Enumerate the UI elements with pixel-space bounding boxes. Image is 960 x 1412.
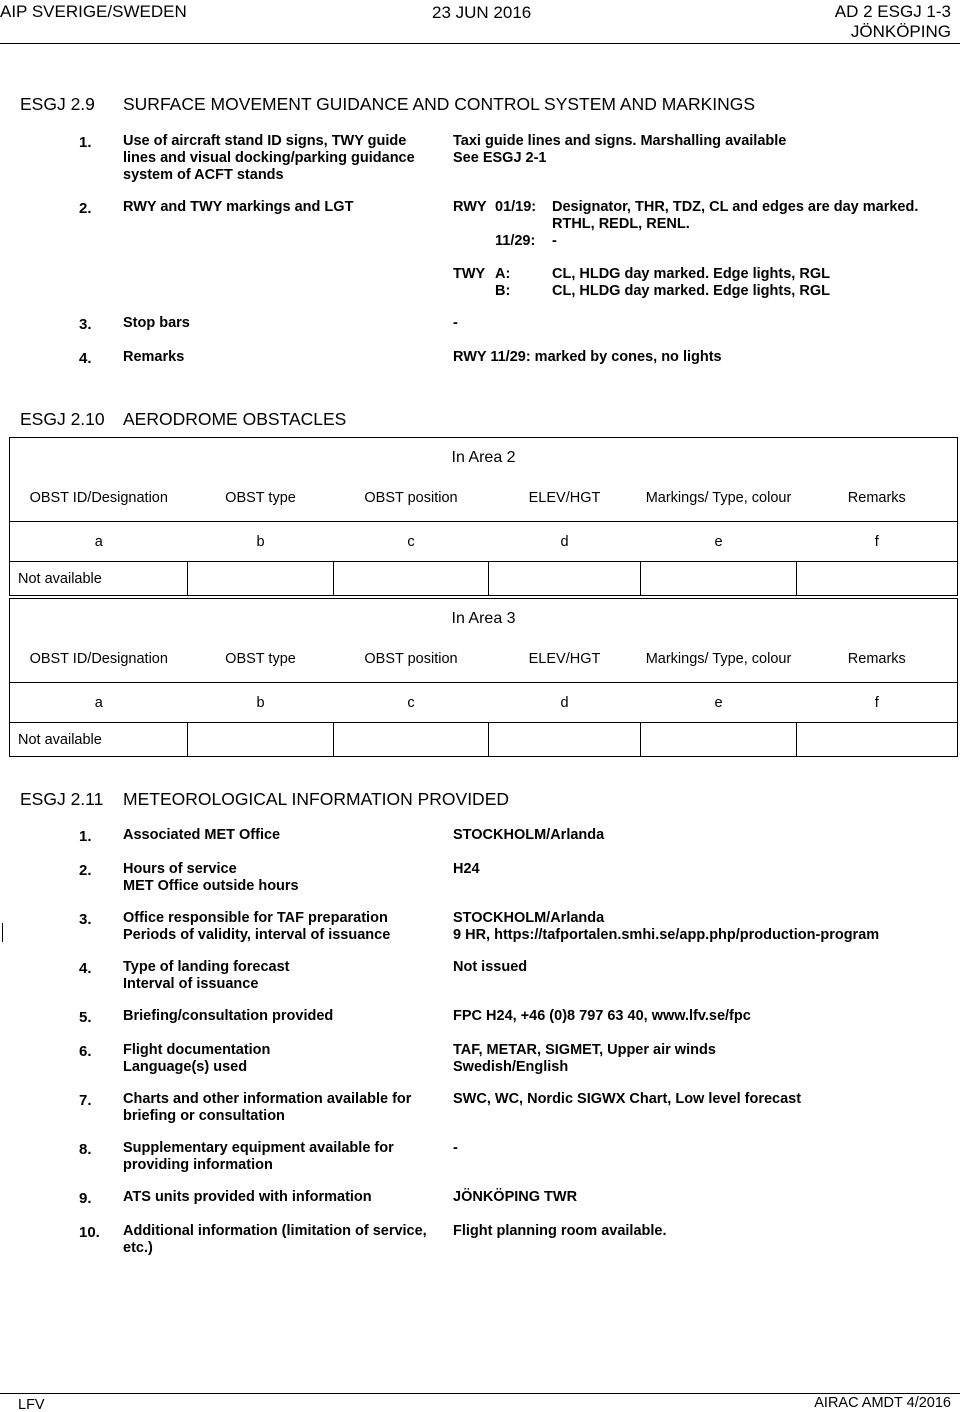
section-2-10-title: AERODROME OBSTACLES [123, 409, 347, 429]
table-cell [489, 723, 641, 757]
aerodrome-name: JÖNKÖPING [850, 22, 951, 41]
item-number: 10. [79, 1224, 100, 1241]
item-label: Hours of service [123, 861, 237, 877]
obstacles-area-2-table [9, 437, 958, 596]
item-label: Stop bars [123, 315, 190, 331]
table-cell [188, 562, 334, 596]
item-value: TAF, METAR, SIGMET, Upper air winds [453, 1042, 716, 1058]
item-value: STOCKHOLM/Arlanda [453, 827, 605, 843]
column-letter: b [188, 522, 334, 562]
item-label: ATS units provided with information [123, 1189, 372, 1205]
change-bar [2, 923, 3, 942]
item-number: 7. [79, 1092, 92, 1109]
twy-label: TWY [453, 266, 486, 282]
item-number: 5. [79, 1009, 92, 1026]
column-letter: f [797, 683, 958, 723]
item-label: Language(s) used [123, 1059, 248, 1075]
item-value: Flight planning room available. [453, 1223, 667, 1239]
item-label: lines and visual docking/parking guidance [123, 150, 415, 166]
column-letter: c [334, 683, 489, 723]
item-label: MET Office outside hours [123, 878, 299, 894]
footer-divider [0, 1393, 960, 1394]
item-number: 1. [79, 828, 92, 845]
column-letter: f [797, 522, 958, 562]
item-value: STOCKHOLM/Arlanda [453, 910, 605, 926]
publication-date: 23 JUN 2016 [432, 3, 532, 22]
rwy-label: RWY [453, 199, 487, 215]
item-number: 2. [79, 200, 92, 217]
item-label: Office responsible for TAF preparation [123, 910, 388, 926]
item-label: Additional information (limitation of service, [123, 1223, 427, 1239]
table-cell [489, 562, 641, 596]
column-header: Remarks [797, 639, 958, 683]
item-label: Supplementary equipment available for [123, 1140, 394, 1156]
column-header: OBST type [225, 489, 296, 506]
table-cell [188, 723, 334, 757]
footer-publisher: LFV [18, 1397, 45, 1412]
twy-marking: CL, HLDG day marked. Edge lights, RGL [552, 266, 830, 282]
column-letter: d [489, 683, 641, 723]
item-number: 1. [79, 134, 92, 151]
column-header: ELEV/HGT [528, 650, 601, 667]
column-header: Remarks [797, 478, 958, 522]
item-value: H24 [453, 861, 480, 877]
item-value: SWC, WC, Nordic SIGWX Chart, Low level forecast [453, 1091, 802, 1107]
item-label: Charts and other information available for [123, 1091, 412, 1107]
item-label: Interval of issuance [123, 976, 259, 992]
footer-amendment: AIRAC AMDT 4/2016 [814, 1395, 951, 1411]
column-letter: e [641, 522, 797, 562]
item-label: Type of landing forecast [123, 959, 290, 975]
rwy-designator: 01/19: [495, 199, 537, 215]
header-divider [0, 43, 960, 44]
item-number: 3. [79, 316, 92, 333]
area-title: In Area 3 [10, 599, 958, 639]
item-number: 9. [79, 1190, 92, 1207]
item-value: Swedish/English [453, 1059, 569, 1075]
area-title: In Area 2 [10, 438, 958, 478]
table-cell [641, 723, 797, 757]
table-cell [797, 723, 958, 757]
rwy-marking: RTHL, REDL, RENL. [552, 216, 690, 232]
item-value: RWY 11/29: marked by cones, no lights [453, 349, 722, 365]
rwy-designator: 11/29: [495, 233, 536, 249]
item-value: 9 HR, https://tafportalen.smhi.se/app.php/production-program [453, 927, 880, 943]
item-label: Remarks [123, 349, 185, 365]
table-cell [334, 723, 489, 757]
item-label: Associated MET Office [123, 827, 281, 843]
twy-designator: B: [495, 283, 511, 299]
column-letter: b [188, 683, 334, 723]
section-2-10-code: ESGJ 2.10 [20, 409, 105, 429]
column-header: Markings/ Type, colour [645, 489, 792, 506]
column-header: OBST type [225, 650, 296, 667]
twy-designator: A: [495, 266, 511, 282]
item-value: Taxi guide lines and signs. Marshalling available [453, 133, 787, 149]
column-header: OBST position [364, 650, 458, 667]
item-label: RWY and TWY markings and LGT [123, 199, 354, 215]
column-header: Markings/ Type, colour [645, 650, 792, 667]
item-value: Not issued [453, 959, 528, 975]
item-label: Flight documentation [123, 1042, 271, 1058]
item-value: FPC H24, +46 (0)8 797 63 40, www.lfv.se/fpc [453, 1008, 751, 1024]
table-cell [334, 562, 489, 596]
page-code: AD 2 ESGJ 1-3 [834, 2, 951, 21]
item-value: - [453, 315, 458, 331]
publication-title: AIP SVERIGE/SWEDEN [0, 2, 187, 21]
table-cell [641, 562, 797, 596]
item-label: Briefing/consultation provided [123, 1008, 334, 1024]
column-letter: e [641, 683, 797, 723]
item-value: JÖNKÖPING TWR [453, 1189, 578, 1205]
item-value: - [453, 1140, 458, 1156]
column-letter: d [489, 522, 641, 562]
item-label: Use of aircraft stand ID signs, TWY guide [123, 133, 407, 149]
rwy-marking: - [552, 233, 557, 249]
section-2-9-title: SURFACE MOVEMENT GUIDANCE AND CONTROL SYSTEM AND MARKINGS [123, 94, 756, 114]
section-2-11-code: ESGJ 2.11 [20, 789, 104, 809]
item-number: 8. [79, 1141, 92, 1158]
item-label: etc.) [123, 1240, 153, 1256]
item-label: providing information [123, 1157, 273, 1173]
item-value: See ESGJ 2-1 [453, 150, 547, 166]
table-cell [797, 562, 958, 596]
column-letter: a [10, 522, 188, 562]
item-number: 4. [79, 960, 92, 977]
item-number: 4. [79, 350, 92, 367]
item-label: briefing or consultation [123, 1108, 285, 1124]
table-cell: Not available [10, 562, 188, 596]
item-label: Periods of validity, interval of issuance [123, 927, 391, 943]
section-2-9-code: ESGJ 2.9 [20, 94, 95, 114]
column-header: OBST ID/Designation [10, 478, 188, 522]
item-label: system of ACFT stands [123, 167, 284, 183]
column-letter: c [334, 522, 489, 562]
column-letter: a [10, 683, 188, 723]
item-number: 2. [79, 862, 92, 879]
section-2-11-title: METEOROLOGICAL INFORMATION PROVIDED [123, 789, 510, 809]
item-number: 3. [79, 911, 92, 928]
column-header: ELEV/HGT [528, 489, 601, 506]
table-cell: Not available [10, 723, 188, 757]
twy-marking: CL, HLDG day marked. Edge lights, RGL [552, 283, 830, 299]
obstacles-area-3-table [9, 598, 958, 757]
item-number: 6. [79, 1043, 92, 1060]
column-header: OBST ID/Designation [10, 639, 188, 683]
column-header: OBST position [364, 489, 458, 506]
rwy-marking: Designator, THR, TDZ, CL and edges are day marked. [552, 199, 919, 215]
